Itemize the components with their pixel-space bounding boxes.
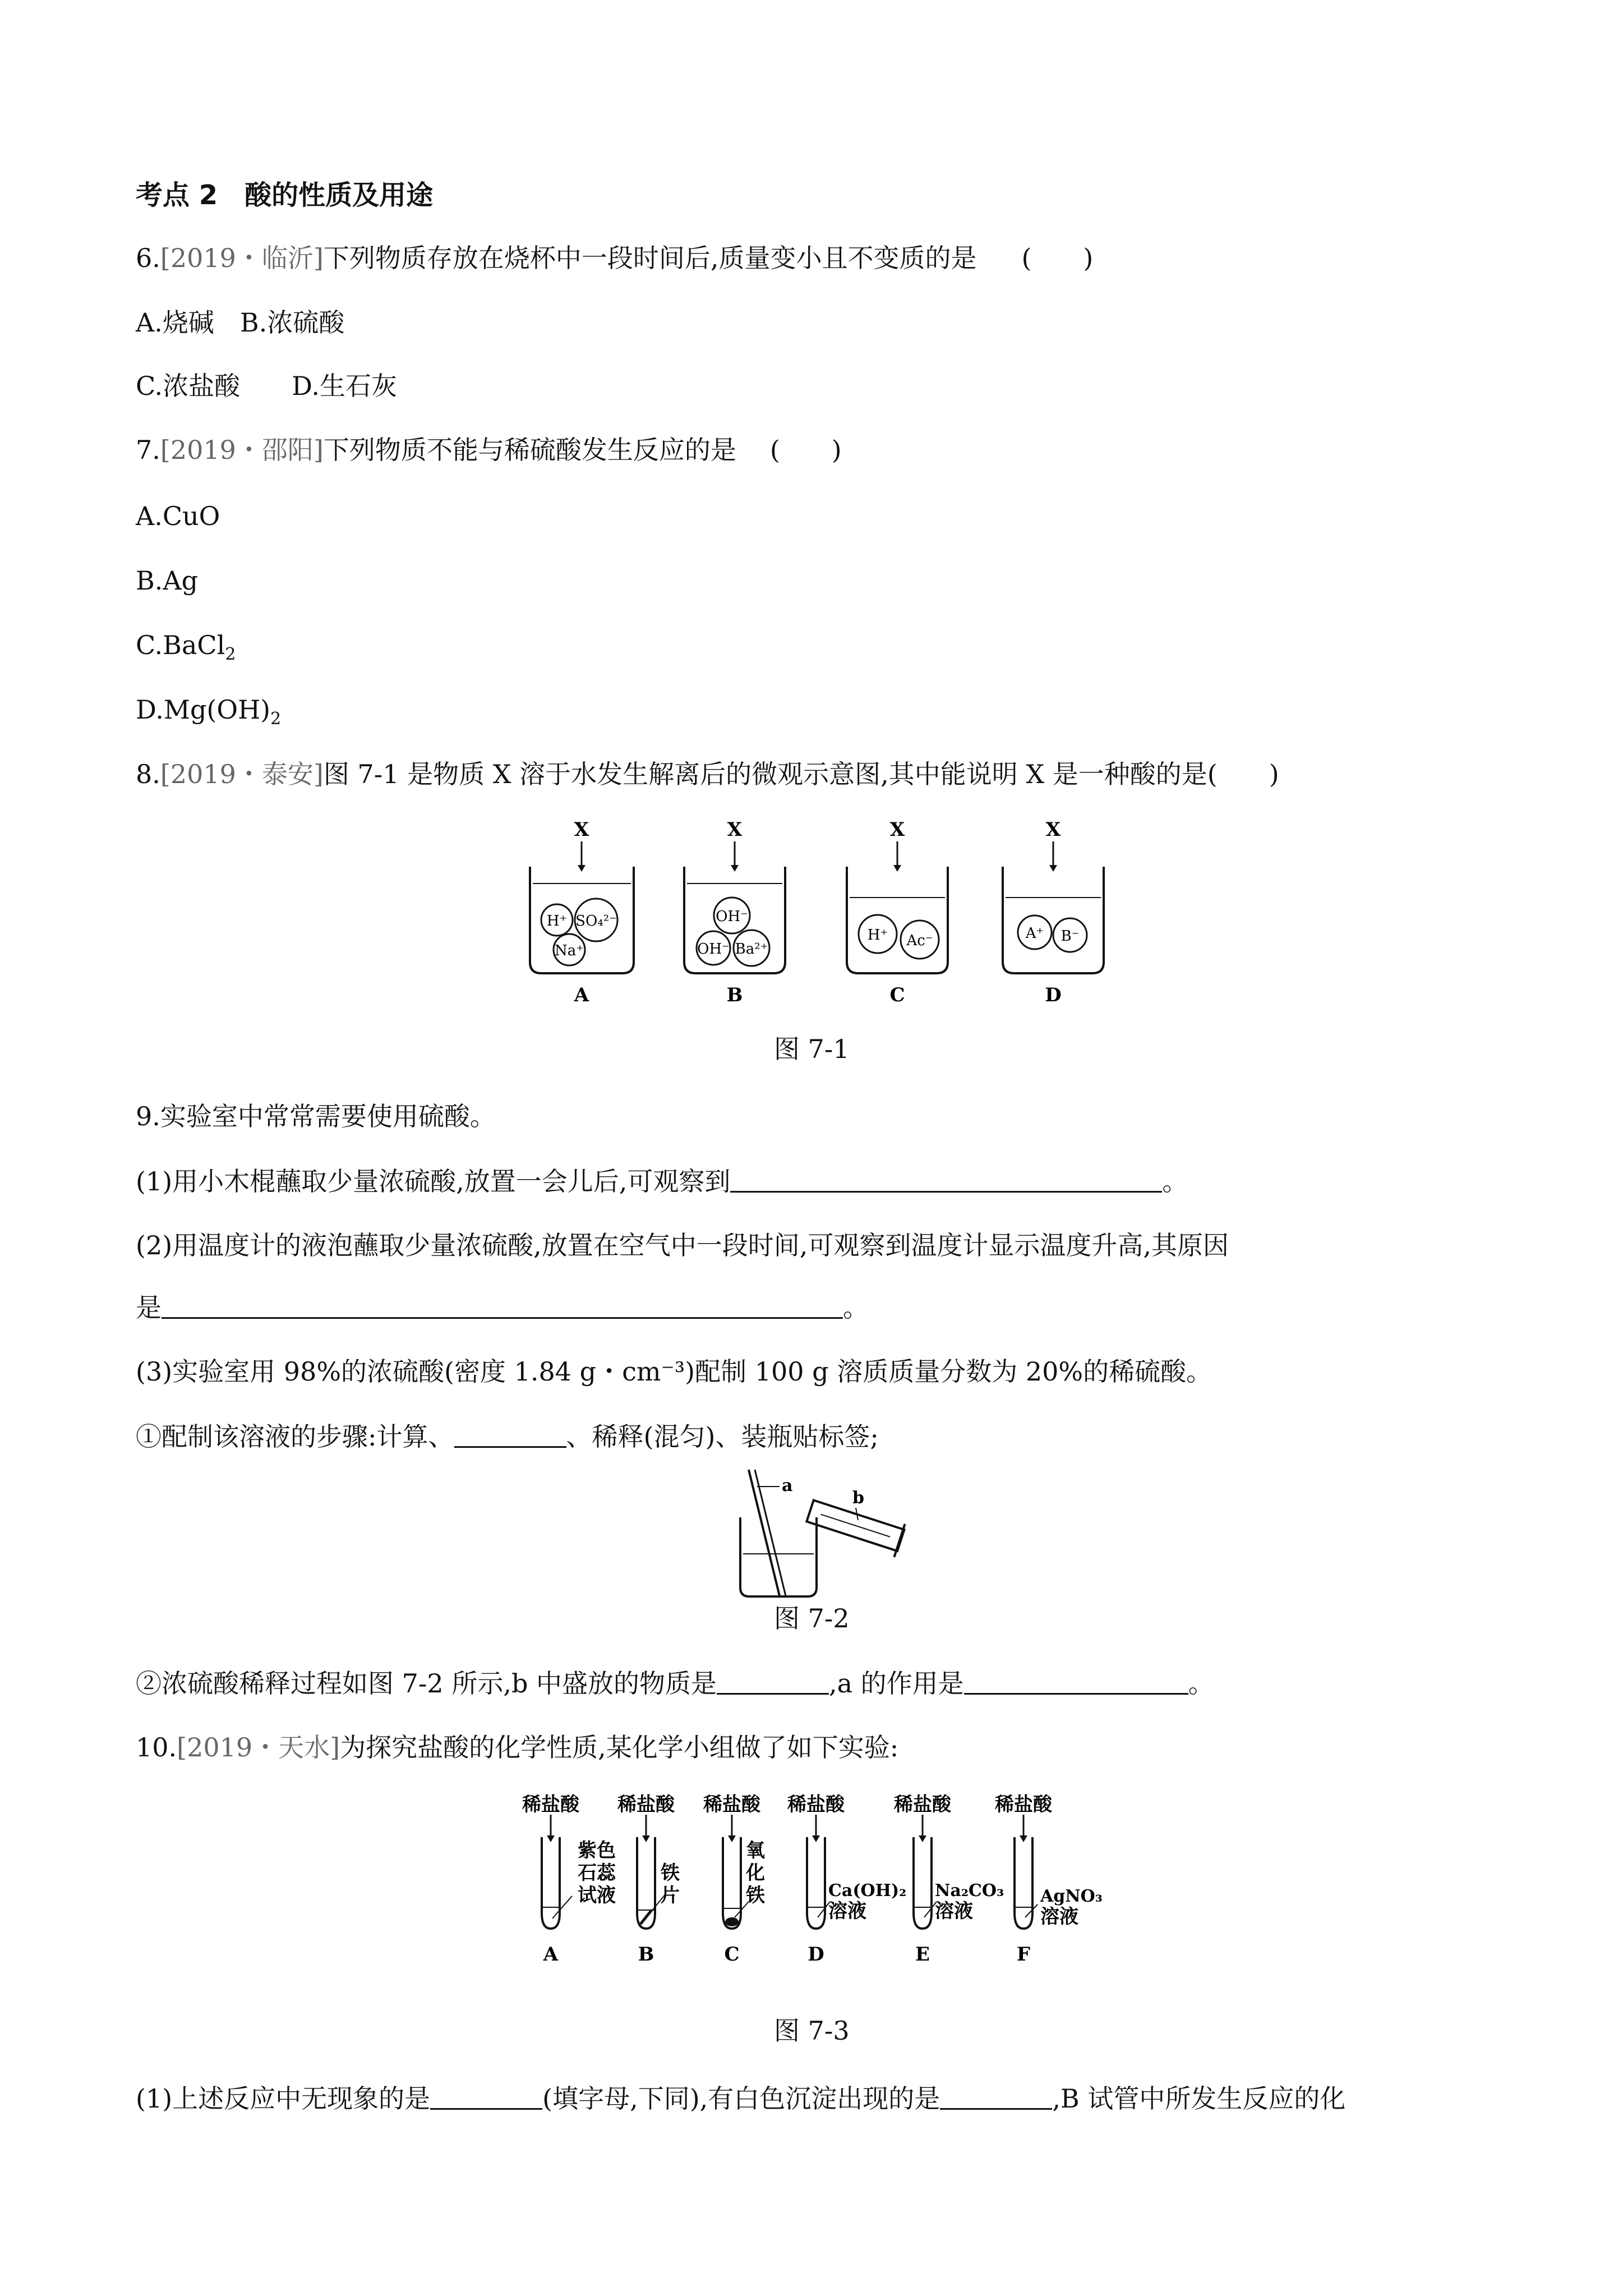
test-tube-c [703, 1793, 765, 1966]
ion-label: Na⁺ [555, 942, 584, 959]
figure-7-1-caption: 图 7-1 [774, 1034, 850, 1064]
content-label: 溶液 [828, 1900, 866, 1922]
beaker-d [1003, 818, 1104, 1006]
question-text: ,B 试管中所发生反应的化 [1052, 2083, 1346, 2114]
ion-label: SO₄²⁻ [575, 913, 617, 930]
answer-blank[interactable] [162, 1290, 843, 1319]
question-7-stem [136, 433, 842, 467]
question-9-intro: 9.实验室中常常需要使用硫酸。 [136, 1101, 496, 1131]
punctuation: 。 [1188, 1668, 1214, 1699]
tube-label: C [724, 1943, 740, 1966]
ion-label: H⁺ [867, 927, 888, 944]
question-6-options-1: A.烧碱 B.浓硫酸 [136, 307, 345, 338]
content-label: 溶液 [1040, 1906, 1078, 1928]
answer-blank[interactable] [454, 1419, 566, 1448]
tube-label: E [915, 1943, 930, 1966]
beaker-c [847, 818, 948, 1006]
arrow-label: X [889, 818, 905, 841]
beaker-label: B [726, 984, 743, 1006]
question-text: (1)上述反应中无现象的是 [136, 2083, 431, 2114]
tube-label: A [543, 1943, 559, 1966]
test-tube-a [522, 1793, 616, 1966]
figure-7-2 [723, 1464, 914, 1604]
question-text: 下列物质存放在烧杯中一段时间后,质量变小且不变质的是 [323, 243, 977, 273]
beaker-label: D [1045, 984, 1062, 1006]
content-label: 氧 [746, 1839, 765, 1862]
question-text: 、稀释(混匀)、装瓶贴标签; [566, 1421, 879, 1452]
question-number: 7. [136, 435, 160, 465]
content-label: 铁 [661, 1862, 680, 1884]
question-7-option-c [136, 628, 236, 671]
content-label: 溶液 [935, 1900, 973, 1922]
question-text: 图 7-1 是物质 X 溶于水发生解离后的微观示意图,其中能说明 X 是一种酸的是 [323, 759, 1207, 789]
beaker-label: A [574, 984, 589, 1006]
arrow-label: X [1045, 818, 1061, 841]
question-text: (1)用小木棍蘸取少量浓硫酸,放置一会儿后,可观察到 [136, 1166, 731, 1197]
figure-7-3 [522, 1789, 1127, 1991]
answer-blank[interactable] [940, 2081, 1052, 2110]
reagent-label: 稀盐酸 [894, 1793, 951, 1816]
question-number: 6. [136, 243, 160, 273]
reagent-label: 稀盐酸 [617, 1793, 675, 1816]
reagent-label: 稀盐酸 [522, 1793, 579, 1816]
beaker-a [530, 818, 634, 1006]
question-8-stem [136, 757, 1279, 791]
answer-paren: ( ) [769, 435, 842, 465]
question-7-option-b: B.Ag [136, 565, 199, 596]
question-source: [2019・泰安] [160, 759, 324, 789]
reagent-label: 稀盐酸 [787, 1793, 845, 1816]
question-9-part-2-line-1: (2)用温度计的液泡蘸取少量浓硫酸,放置在空气中一段时间,可观察到温度计显示温度升高,其原因 [136, 1230, 1229, 1260]
answer-blank[interactable] [717, 1666, 829, 1695]
question-text: ,a 的作用是 [829, 1668, 964, 1699]
figure-7-1 [505, 813, 1122, 1015]
option-text: C.BaCl [136, 630, 225, 660]
content-label: Na₂CO₃ [935, 1881, 1004, 1901]
question-10-stem [136, 1731, 898, 1764]
answer-paren: ( ) [1021, 243, 1094, 273]
test-tube-d [787, 1793, 906, 1966]
content-label: 石蕊 [578, 1862, 616, 1884]
question-9-step-1 [136, 1419, 879, 1453]
option-text: D.Mg(OH) [136, 694, 271, 725]
label-b: b [852, 1488, 864, 1508]
content-label: 铁 [746, 1884, 765, 1907]
content-label: 片 [661, 1884, 680, 1907]
subscript: 2 [270, 709, 282, 729]
tube-label: D [808, 1943, 824, 1966]
question-text: 为探究盐酸的化学性质,某化学小组做了如下实验: [340, 1732, 899, 1763]
punctuation: 。 [1162, 1166, 1188, 1197]
answer-blank[interactable] [430, 2081, 542, 2110]
question-text: ②浓硫酸稀释过程如图 7-2 所示,b 中盛放的物质是 [136, 1668, 717, 1699]
beaker-b [684, 818, 785, 1006]
answer-blank[interactable] [964, 1666, 1188, 1695]
question-9-part-2-line-2 [136, 1290, 869, 1324]
arrow-label: X [727, 818, 743, 841]
ion-label: OH⁻ [716, 908, 748, 925]
question-text: 下列物质不能与稀硫酸发生反应的是 [323, 435, 736, 465]
tube-label: B [638, 1943, 654, 1966]
answer-blank[interactable] [730, 1164, 1162, 1193]
test-tube-e [893, 1793, 1004, 1966]
content-label: 试液 [578, 1884, 616, 1907]
subscript: 2 [225, 645, 236, 665]
tube-label: F [1016, 1943, 1031, 1966]
reagent-label: 稀盐酸 [703, 1793, 760, 1816]
question-number: 8. [136, 759, 160, 789]
content-label: AgNO₃ [1040, 1887, 1103, 1906]
question-9-step-2 [136, 1666, 1214, 1700]
question-9-part-1 [136, 1164, 1188, 1198]
punctuation: 。 [843, 1292, 869, 1323]
question-source: [2019・临沂] [160, 243, 324, 273]
ion-label: OH⁻ [697, 941, 730, 958]
label-a: a [782, 1476, 793, 1496]
beaker-label: C [889, 984, 905, 1006]
content-label: 紫色 [578, 1839, 616, 1862]
ion-label: Ba²⁺ [735, 941, 768, 958]
content-label: Ca(OH)₂ [828, 1881, 907, 1901]
test-tube-b [617, 1793, 680, 1966]
test-tube-f [994, 1793, 1103, 1966]
question-9-part-3: (3)实验室用 98%的浓硫酸(密度 1.84 g・cm⁻³)配制 100 g 溶质质量分数为 20%的稀硫酸。 [136, 1356, 1212, 1387]
question-source: [2019・天水] [177, 1732, 340, 1763]
reagent-label: 稀盐酸 [995, 1793, 1052, 1816]
question-number: 10. [136, 1732, 177, 1763]
ion-label: B⁻ [1061, 928, 1080, 945]
answer-paren: ( ) [1207, 759, 1279, 789]
question-text: (填字母,下同),有白色沉淀出现的是 [542, 2083, 940, 2114]
figure-7-3-caption: 图 7-3 [774, 2016, 850, 2046]
question-10-part-1 [136, 2081, 1345, 2115]
question-text: ①配制该溶液的步骤:计算、 [136, 1421, 454, 1452]
content-label: 化 [746, 1862, 765, 1884]
ion-label: H⁺ [546, 913, 568, 930]
question-source: [2019・邵阳] [160, 435, 324, 465]
question-6-options-2: C.浓盐酸 D.生石灰 [136, 371, 398, 401]
section-title: 考点 2 酸的性质及用途 [136, 180, 434, 211]
question-text: 是 [136, 1292, 162, 1323]
question-6-stem [136, 241, 1093, 275]
question-7-option-a: A.CuO [136, 501, 220, 531]
figure-7-2-caption: 图 7-2 [774, 1603, 850, 1634]
ion-label: Ac⁻ [906, 932, 933, 949]
ion-label: A⁺ [1025, 925, 1044, 942]
arrow-label: X [574, 818, 589, 841]
question-7-option-d [136, 693, 281, 736]
